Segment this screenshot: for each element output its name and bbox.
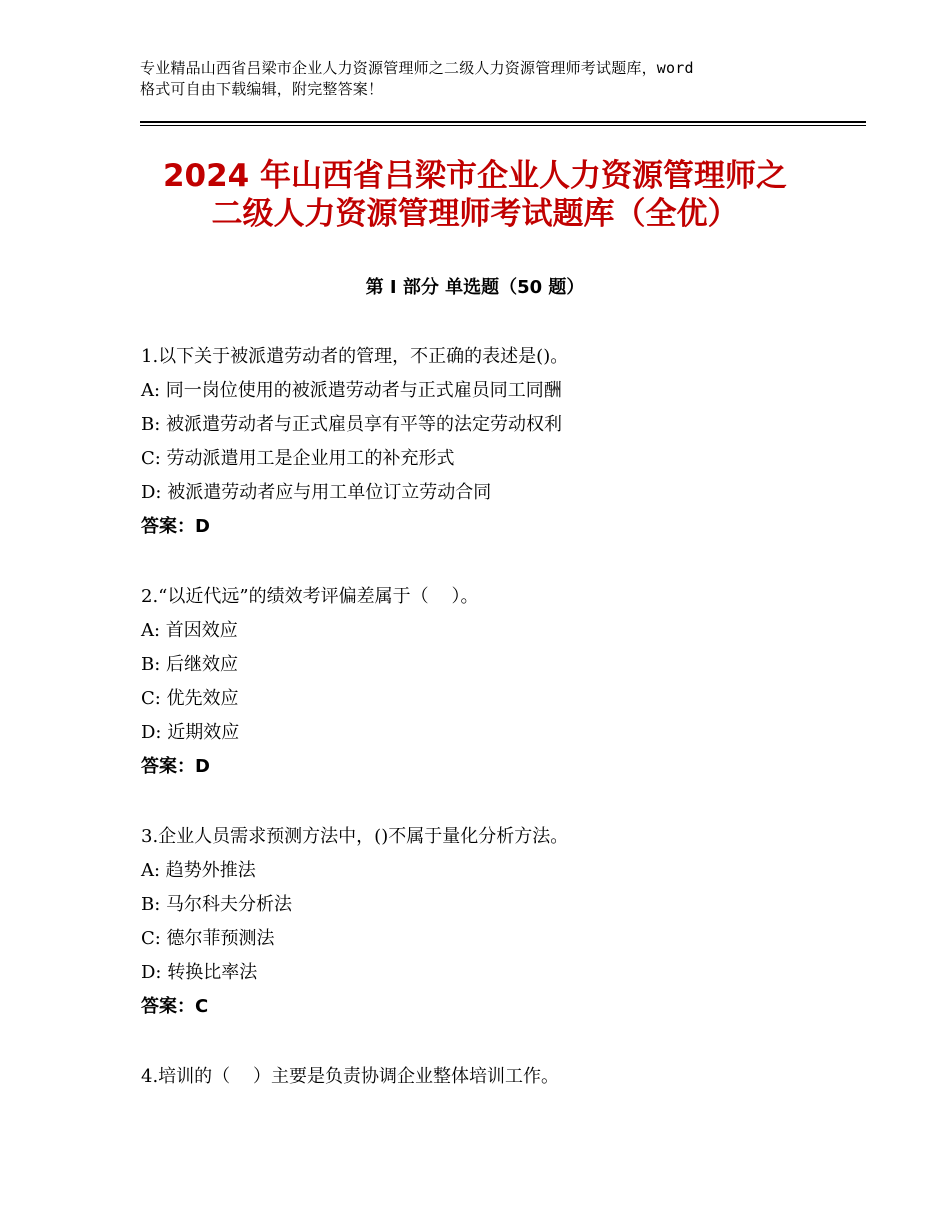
option-b: B: 后继效应 [141, 654, 239, 675]
option-a: A: 首因效应 [141, 620, 238, 641]
question-list [141, 343, 861, 1097]
question-1 [141, 343, 861, 547]
question-2 [141, 583, 861, 787]
option-b: B: 马尔科夫分析法 [141, 894, 293, 915]
question-spacer [141, 547, 861, 583]
section-title: 第 I 部分 单选题（50 题） [365, 277, 585, 298]
question-stem: 4.培训的（ ）主要是负责协调企业整体培训工作。 [141, 1066, 560, 1087]
option-c: C: 劳动派遣用工是企业用工的补充形式 [141, 448, 455, 469]
question-stem: 1.以下关于被派遣劳动者的管理，不正确的表述是()。 [141, 346, 569, 367]
question-4 [141, 1063, 861, 1097]
question-3 [141, 823, 861, 1027]
document-header-note [140, 58, 830, 100]
title-line-2: 二级人力资源管理师考试题库（全优） [211, 196, 739, 232]
option-c: C: 德尔菲预测法 [141, 928, 275, 949]
title-line-1: 2024 年山西省吕梁市企业人力资源管理师之 [162, 158, 788, 194]
header-rule-thin [140, 125, 866, 126]
header-rule-thick [140, 121, 866, 123]
header-note-line-1: 专业精品山西省吕梁市企业人力资源管理师之二级人力资源管理师考试题库，word [140, 59, 694, 77]
answer-label: 答案：C [141, 996, 209, 1017]
answer-label: 答案：D [141, 756, 210, 777]
answer-label: 答案：D [141, 516, 210, 537]
header-note-line-2: 格式可自由下载编辑，附完整答案！ [140, 80, 384, 98]
option-a: A: 趋势外推法 [141, 860, 256, 881]
document-title [120, 157, 830, 233]
option-d: D: 近期效应 [141, 722, 240, 743]
option-a: A: 同一岗位使用的被派遣劳动者与正式雇员同工同酬 [141, 380, 562, 401]
question-spacer [141, 1027, 861, 1063]
question-stem: 2.“以近代远”的绩效考评偏差属于（ ）。 [141, 586, 479, 607]
question-spacer [141, 787, 861, 823]
option-b: B: 被派遣劳动者与正式雇员享有平等的法定劳动权利 [141, 414, 563, 435]
option-d: D: 被派遣劳动者应与用工单位订立劳动合同 [141, 482, 492, 503]
question-stem: 3.企业人员需求预测方法中，()不属于量化分析方法。 [141, 826, 569, 847]
option-d: D: 转换比率法 [141, 962, 258, 983]
option-c: C: 优先效应 [141, 688, 239, 709]
